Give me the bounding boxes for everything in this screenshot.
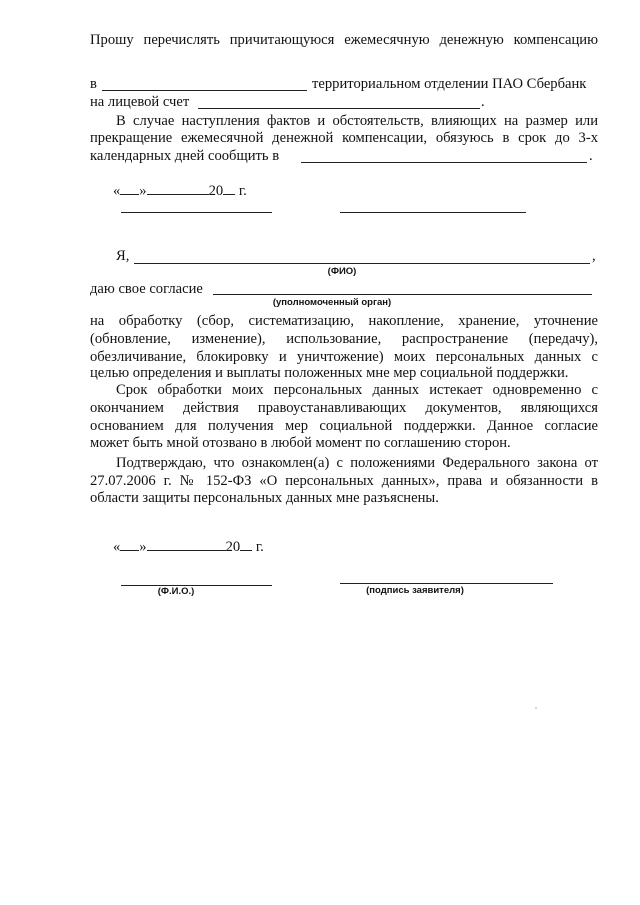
date-1-year-suffix: г. [235,183,247,199]
obligation-line-1: В случае наступления фактов и обстоятельств, влияющих на размер или [116,113,598,129]
give-consent-label: даю свое согласие [90,281,203,297]
date-2-month-field[interactable] [147,537,226,551]
authority-caption: (уполномоченный орган) [272,297,392,308]
date-1-year-prefix: 20 [208,183,224,199]
date-1-year-field[interactable] [223,181,235,195]
fio-caption: (ФИО) [327,266,357,277]
date-1-open-quote: « [113,183,121,199]
obligation-line-3-prefix: календарных дней сообщить в [90,148,280,164]
processing-line-2: (обновление, изменение), использование, распространение (передачу), [90,331,598,347]
consent-i-label: Я, [116,248,130,264]
date-2-close-quote: » [139,539,147,555]
term-line-4: может быть мной отозвано в любой момент по соглашению сторон. [90,435,511,451]
date-1 [113,181,247,200]
date-2-day-field[interactable] [120,537,139,551]
request-line-3-suffix: . [481,94,485,110]
applicant-signature-line[interactable] [340,583,553,584]
date-1-day-field[interactable] [120,181,139,195]
confirm-line-1: Подтверждаю, что ознакомлен(а) с положениями Федерального закона от [116,455,598,471]
date-1-month-field[interactable] [147,181,209,195]
account-number-field[interactable] [198,108,480,109]
request-line-3-prefix: на лицевой счет [90,94,190,110]
processing-line-4: целью определения и выплаты положенных мне мер социальной поддержки. [90,365,569,381]
consent-i-suffix: , [592,248,596,264]
request-line-1: Прошу перечислять причитающуюся ежемесячную денежную компенсацию [90,32,598,48]
date-2-year-prefix: 20 [225,539,241,555]
first-signature-line[interactable] [340,212,526,213]
term-line-1: Срок обработки моих персональных данных истекает одновременно с [116,382,598,398]
first-signature-name-line[interactable] [121,212,272,213]
processing-line-1: на обработку (сбор, систематизацию, накопление, хранение, уточнение [90,313,598,329]
obligation-line-2: прекращение ежемесячной денежной компенсации, обязуюсь в срок до 3-х [90,130,598,146]
processing-line-3: обезличивание, блокировку и уничтожение) моих персональных данных с [90,349,598,365]
authority-field[interactable] [213,294,592,295]
term-line-2: окончанием действия правоустанавливающих документов, являющихся [90,400,598,416]
request-line-2-suffix: территориальном отделении ПАО Сбербанк [312,76,587,92]
confirm-line-2: 27.07.2006 г. № 152-ФЗ «О персональных данных», права и обязанности в [90,473,598,489]
date-1-close-quote: » [139,183,147,199]
scan-speck [535,707,537,709]
date-2-year-suffix: г. [252,539,264,555]
notify-authority-field[interactable] [301,162,587,163]
date-2-year-field[interactable] [240,537,252,551]
date-2-open-quote: « [113,539,121,555]
obligation-line-3-suffix: . [589,148,593,164]
request-line-2-prefix: в [90,76,97,92]
term-line-3: основанием для получения мер социальной поддержки. Данное согласие [90,418,598,434]
bank-branch-field[interactable] [102,90,307,91]
fio-signature-caption: (Ф.И.О.) [157,586,195,597]
date-2 [113,537,264,556]
confirm-line-3: области защиты персональных данных мне разъяснены. [90,490,439,506]
consent-fio-field[interactable] [134,263,590,264]
signature-caption: (подпись заявителя) [366,585,464,596]
